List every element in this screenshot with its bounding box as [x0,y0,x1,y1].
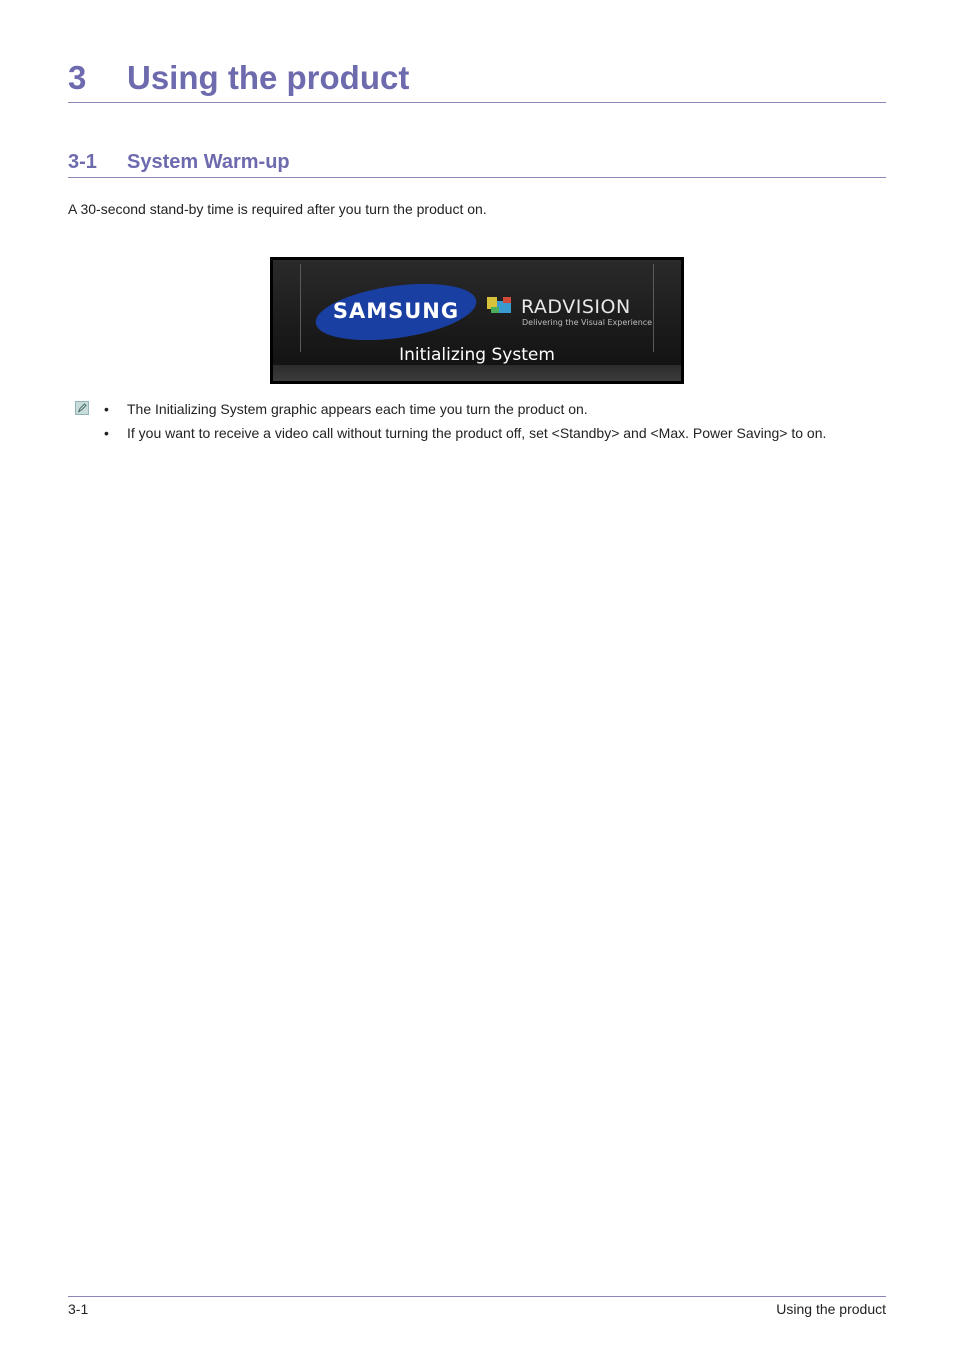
footer-chapter-title: Using the product [776,1301,886,1317]
note-item-text: If you want to receive a video call without turning the product off, set <Standby> and <Max. Power Saving> to on. [127,425,827,441]
section-title: System Warm-up [127,151,290,173]
footer-page-number: 3-1 [68,1301,89,1317]
radvision-logo-text: RADVISION [521,296,631,318]
splash-floor [273,365,681,381]
initializing-splash-image [270,257,684,384]
section-number: 3-1 [68,151,97,173]
note-pencil-icon [75,401,89,415]
radvision-logo-icon [487,297,511,315]
splash-status-text: Initializing System [399,345,555,365]
radvision-tagline: Delivering the Visual Experience [522,318,653,327]
chapter-heading [68,56,886,103]
chapter-number: 3 [68,59,87,96]
section-heading [68,148,886,178]
splash-screen [273,260,681,381]
splash-divider-left [300,264,301,352]
note-item-text: The Initializing System graphic appears each time you turn the product on. [127,401,588,417]
footer-divider [68,1296,886,1297]
samsung-logo-text: SAMSUNG [332,299,460,323]
intro-paragraph: A 30-second stand-by time is required after you turn the product on. [68,201,487,217]
chapter-title: Using the product [127,59,410,96]
splash-divider-right [653,264,654,352]
